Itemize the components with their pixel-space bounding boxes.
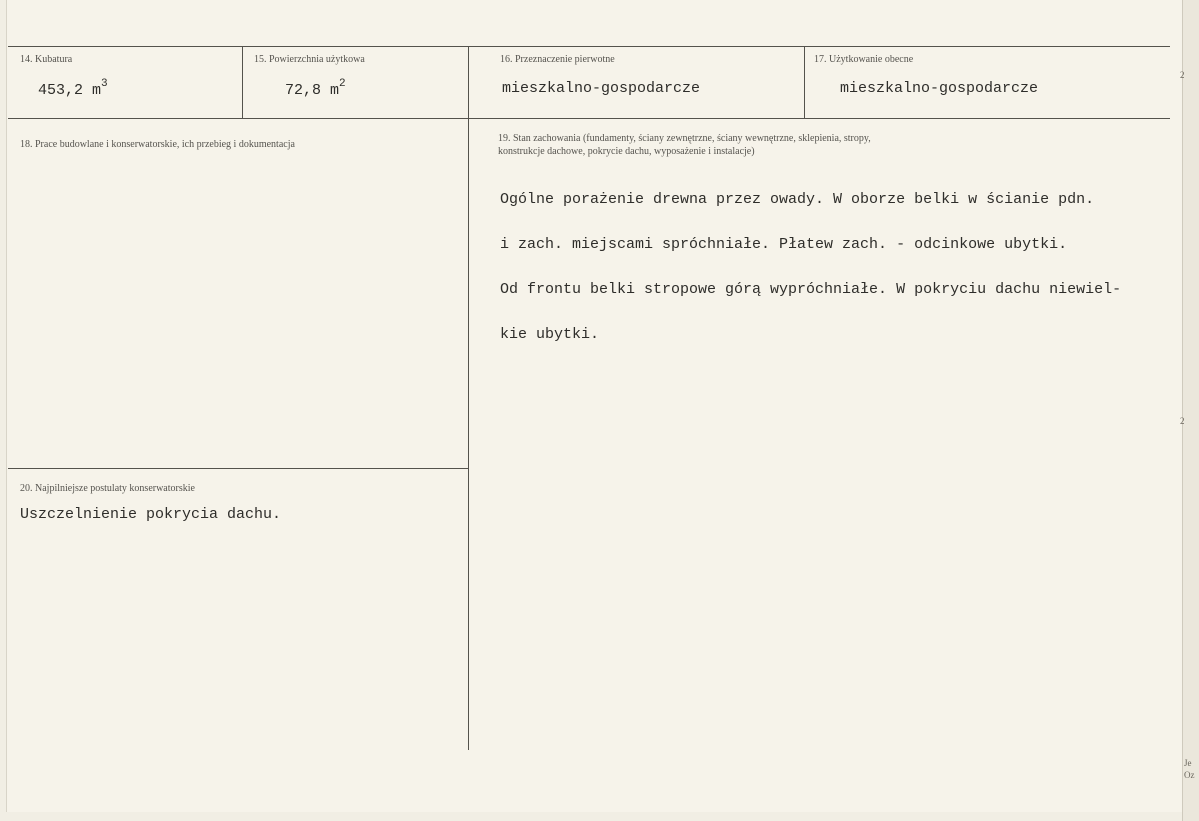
col-divider-15-16: [468, 46, 469, 750]
margin-mark-bottom-1: Je: [1184, 758, 1192, 768]
field-20-label: 20. Najpilniejsze postulaty konserwatorskie: [20, 483, 195, 494]
margin-mark-top: 2: [1180, 70, 1185, 80]
row2-split-rule: [8, 468, 468, 469]
field-19-text: [500, 162, 1121, 357]
field-14-exponent: 3: [101, 78, 108, 90]
col-divider-16-17: [804, 46, 805, 118]
field-15-exponent: 2: [339, 78, 346, 90]
field-15-value: 72,8 $m^2$: [285, 78, 346, 99]
field-16-value: mieszkalno-gospodarcze: [502, 80, 701, 97]
col-divider-14-15: [242, 46, 243, 118]
record-card: [6, 0, 1183, 812]
field-14-value: 453,2 $m^3$: [38, 78, 108, 99]
field-20-value: Uszczelnienie pokrycia dachu.: [20, 506, 282, 523]
field-16-label: 16. Przeznaczenie pierwotne: [500, 54, 615, 65]
field-19-line-1: Ogólne porażenie drewna przez owady. W oborze belki w ścianie pdn.: [500, 191, 1095, 208]
field-14-label: 14. Kubatura: [20, 54, 73, 65]
field-19-line-2: i zach. miejscami spróchniałe. Płatew zach. - odcinkowe ubytki.: [500, 236, 1068, 253]
field-18-label: 18. Prace budowlane i konserwatorskie, ich przebieg i dokumentacja: [20, 139, 295, 150]
field-19-line-4: kie ubytki.: [500, 326, 600, 343]
field-19-label-line-2: konstrukcje dachowe, pokrycie dachu, wyposażenie i instalacje): [498, 146, 755, 157]
field-15-label: 15. Powierzchnia użytkowa: [254, 54, 365, 65]
field-19-line-3: Od frontu belki stropowe górą wypróchniałe. W pokryciu dachu niewiel-: [500, 281, 1122, 298]
field-19-label: [498, 132, 1158, 158]
top-rule: [8, 46, 1170, 47]
row1-bottom-rule: [8, 118, 1170, 119]
field-17-value: mieszkalno-gospodarcze: [840, 80, 1039, 97]
field-19-label-line-1: 19. Stan zachowania (fundamenty, ściany zewnętrzne, ściany wewnętrzne, sklepienia, stropy,: [498, 133, 871, 144]
margin-mark-mid: 2: [1180, 416, 1185, 426]
page-edge: [1182, 0, 1199, 821]
field-17-label: 17. Użytkowanie obecne: [814, 54, 914, 65]
margin-mark-bottom-2: Oz: [1184, 770, 1195, 780]
